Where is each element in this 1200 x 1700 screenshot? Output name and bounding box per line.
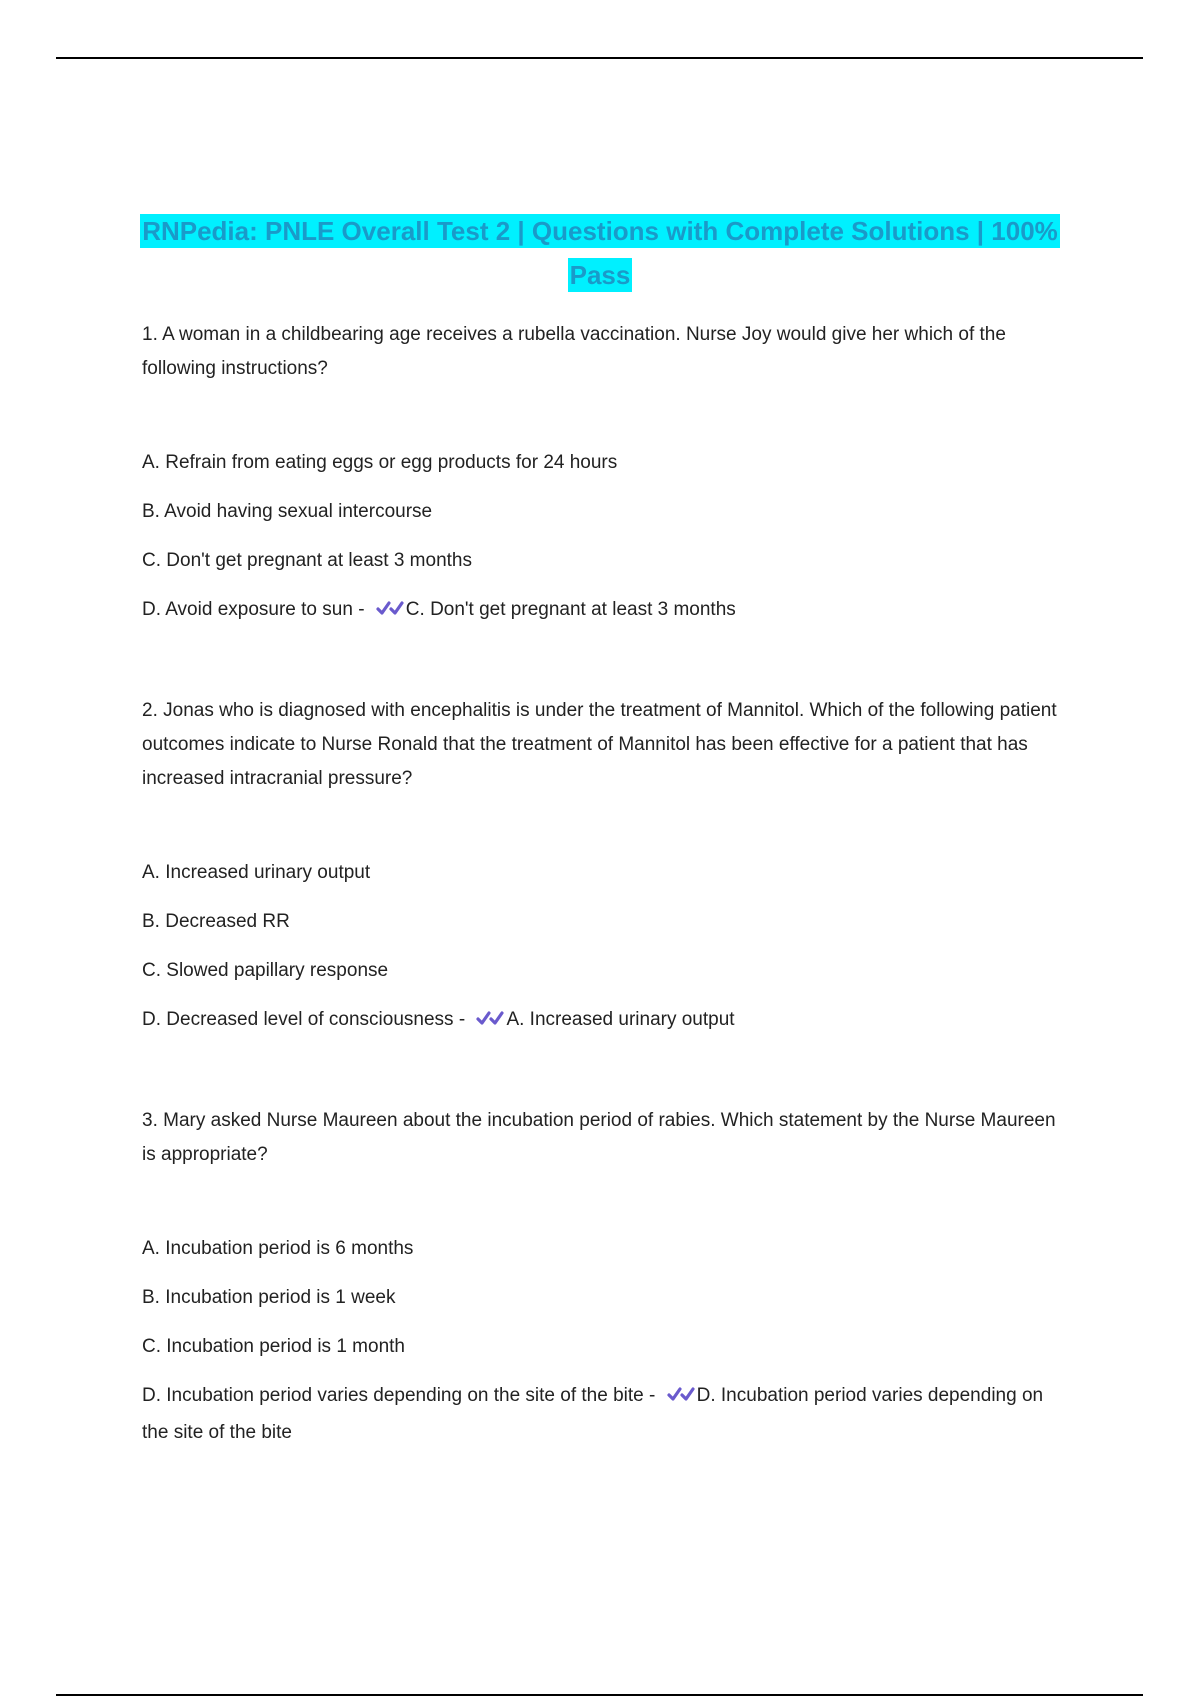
answer-separator: - <box>458 1009 466 1030</box>
question-1 <box>142 318 1067 630</box>
option-c: C. Don't get pregnant at least 3 months <box>142 550 472 571</box>
option-b: B. Decreased RR <box>142 911 290 932</box>
document-title <box>120 209 1080 297</box>
option-a: A. Incubation period is 6 months <box>142 1238 414 1259</box>
document-title-text: RNPedia: PNLE Overall Test 2 | Questions with Complete Solutions | 100% Pass <box>142 216 1058 290</box>
correct-answer: A. Increased urinary output <box>506 1009 735 1030</box>
option-a: A. Increased urinary output <box>142 862 371 883</box>
question-2 <box>142 694 1067 1040</box>
option-b: B. Incubation period is 1 week <box>142 1287 396 1308</box>
top-rule <box>56 57 1143 59</box>
double-check-icon <box>667 1382 695 1416</box>
option-d-with-answer <box>142 1003 1067 1040</box>
option-c: C. Incubation period is 1 month <box>142 1336 405 1357</box>
question-stem: 1. A woman in a childbearing age receives a rubella vaccination. Nurse Joy would give her which of the following instructions? <box>142 324 1006 379</box>
option-d: D. Incubation period varies depending on the site of the bite <box>142 1385 644 1406</box>
option-d: D. Avoid exposure to sun <box>142 599 353 620</box>
double-check-icon <box>376 596 404 630</box>
option-a: A. Refrain from eating eggs or egg products for 24 hours <box>142 452 618 473</box>
answer-separator: - <box>358 599 365 620</box>
question-list <box>142 318 1067 1450</box>
option-c: C. Slowed papillary response <box>142 960 389 981</box>
question-stem: 2. Jonas who is diagnosed with encephalitis is under the treatment of Mannitol. Which of the following patient outcomes indicate to Nurse Ronald that the treatment of Mannitol has been effective for a patient that has increased intracranial pressure? <box>142 700 1057 789</box>
question-3 <box>142 1104 1067 1450</box>
option-d: D. Decreased level of consciousness <box>142 1009 454 1030</box>
bottom-rule <box>56 1694 1143 1696</box>
correct-answer: D. Incubation period varies depending on the site of the bite <box>142 1385 1044 1443</box>
answer-separator: - <box>649 1385 656 1406</box>
option-d-with-answer <box>142 593 1067 630</box>
option-b: B. Avoid having sexual intercourse <box>142 501 433 522</box>
option-d-with-answer <box>142 1379 1067 1450</box>
correct-answer: C. Don't get pregnant at least 3 months <box>405 599 736 620</box>
double-check-icon <box>476 1006 504 1040</box>
question-stem: 3. Mary asked Nurse Maureen about the incubation period of rabies. Which statement by the Nurse Maureen is appropriate? <box>142 1110 1056 1165</box>
